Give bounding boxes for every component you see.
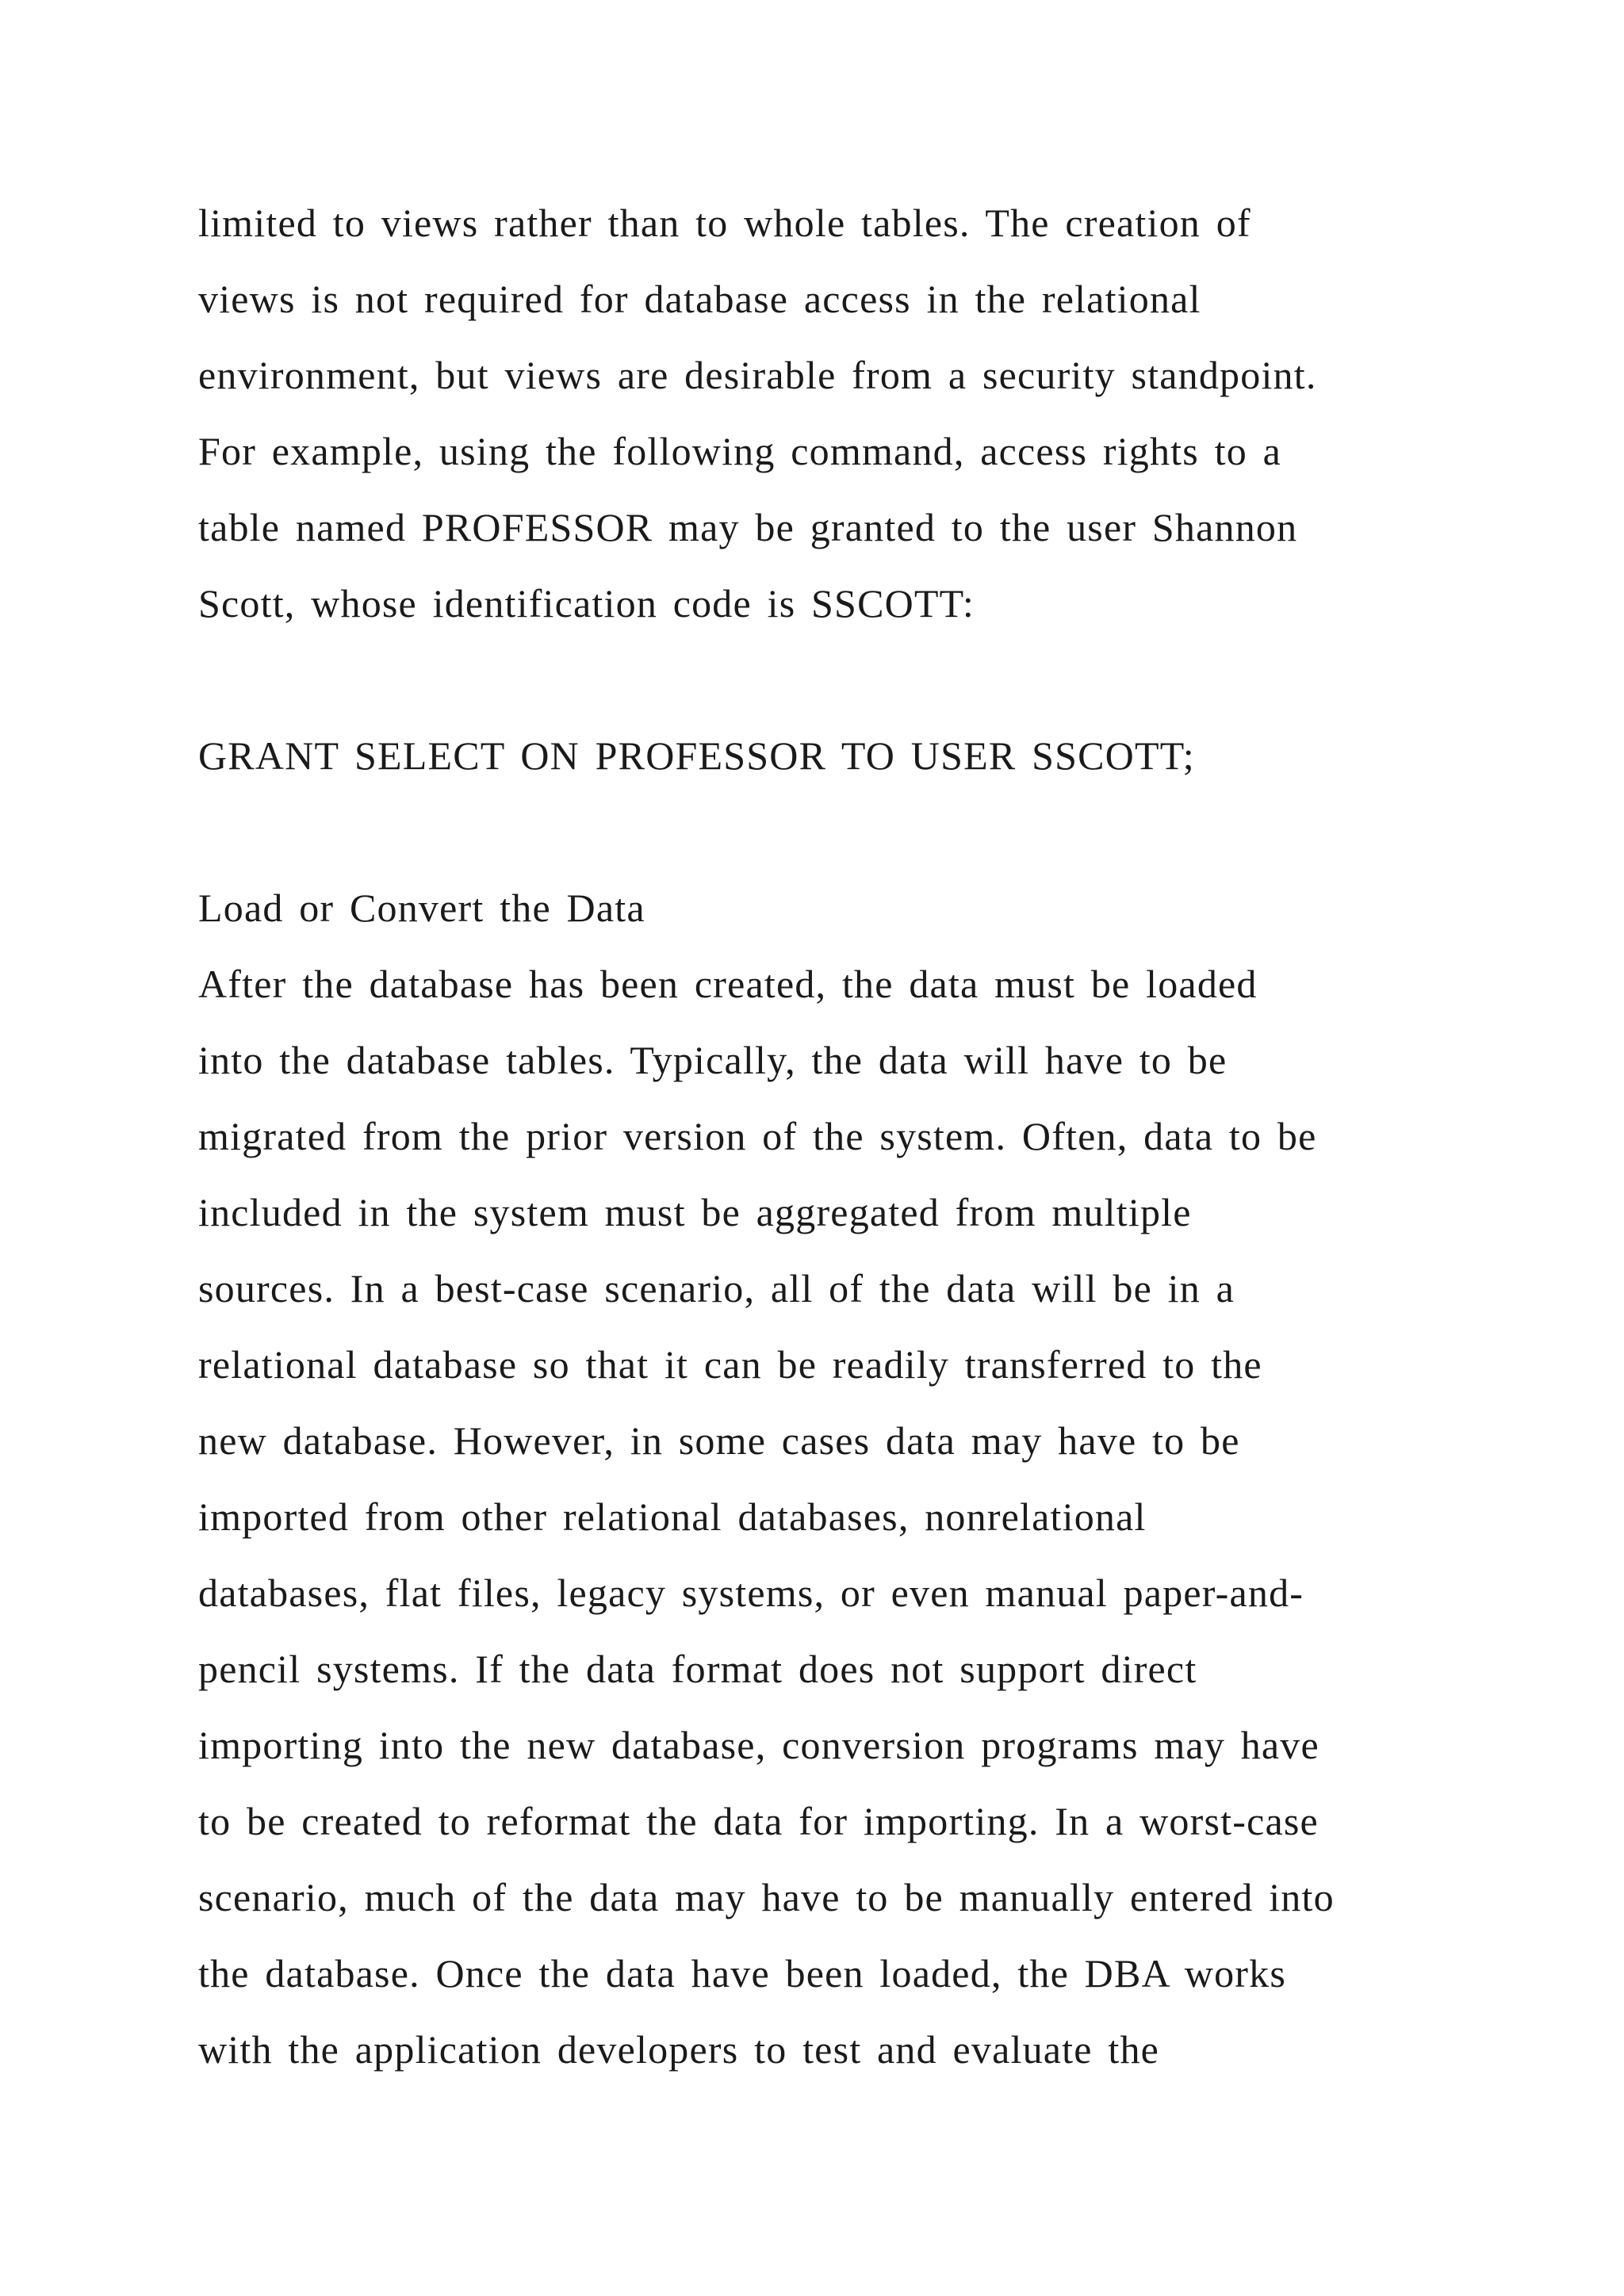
text-line: included in the system must be aggregated from multiple bbox=[198, 1190, 1192, 1234]
text-line: databases, flat files, legacy systems, or even manual paper-and- bbox=[198, 1571, 1304, 1615]
paragraph-views-security bbox=[198, 185, 1507, 641]
section-heading bbox=[198, 870, 1507, 946]
text-line: pencil systems. If the data format does not support direct bbox=[198, 1647, 1197, 1691]
text-line: limited to views rather than to whole tables. The creation of bbox=[198, 201, 1251, 245]
text-line: Scott, whose identification code is SSCOTT: bbox=[198, 581, 975, 626]
text-line: sources. In a best-case scenario, all of the data will be in a bbox=[198, 1266, 1235, 1311]
sql-grant-statement bbox=[198, 718, 1507, 794]
text-line: imported from other relational databases, nonrelational bbox=[198, 1494, 1147, 1539]
heading-text: Load or Convert the Data bbox=[198, 886, 645, 930]
text-line: environment, but views are desirable from a security standpoint. bbox=[198, 353, 1317, 397]
text-line: with the application developers to test and evaluate the bbox=[198, 2027, 1160, 2072]
text-line: the database. Once the data have been loaded, the DBA works bbox=[198, 1951, 1287, 1996]
text-line: new database. However, in some cases data may have to be bbox=[198, 1418, 1240, 1463]
paragraph-load-convert-data bbox=[198, 946, 1507, 2087]
text-line: scenario, much of the data may have to be manually entered into bbox=[198, 1875, 1335, 1919]
text-line: relational database so that it can be readily transferred to the bbox=[198, 1342, 1262, 1387]
text-line: into the database tables. Typically, the data will have to be bbox=[198, 1038, 1228, 1082]
text-line: For example, using the following command, access rights to a bbox=[198, 429, 1282, 473]
text-line: to be created to reformat the data for importing. In a worst-case bbox=[198, 1799, 1319, 1843]
code-line: GRANT SELECT ON PROFESSOR TO USER SSCOTT; bbox=[198, 733, 1195, 778]
text-line: After the database has been created, the data must be loaded bbox=[198, 962, 1258, 1006]
text-line: migrated from the prior version of the system. Often, data to be bbox=[198, 1114, 1317, 1158]
text-line: views is not required for database access in the relational bbox=[198, 277, 1201, 321]
text-line: table named PROFESSOR may be granted to the user Shannon bbox=[198, 505, 1298, 549]
text-line: importing into the new database, conversion programs may have bbox=[198, 1723, 1320, 1767]
